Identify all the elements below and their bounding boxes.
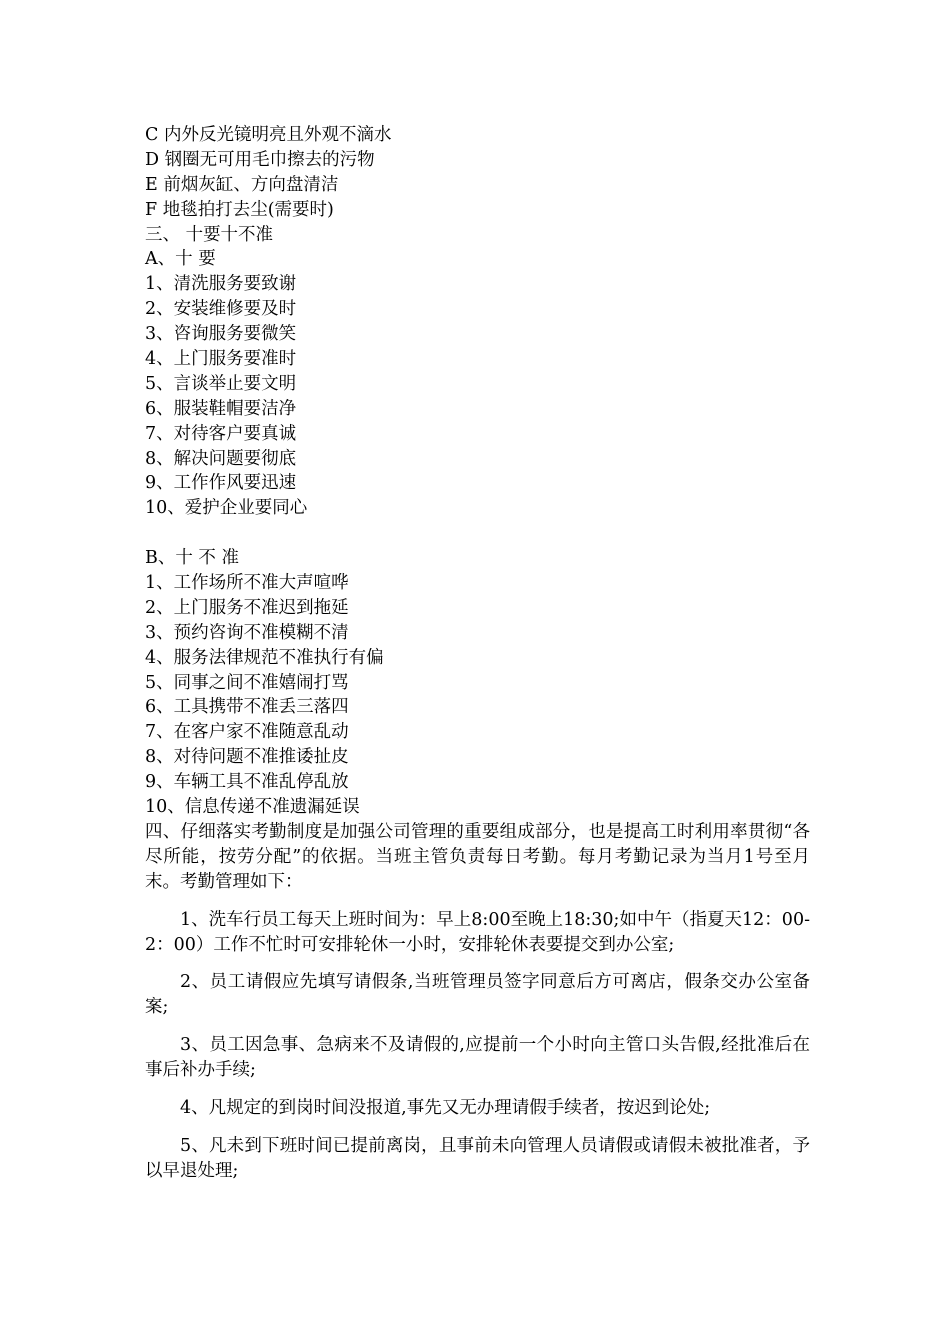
attendance-rule: 1、洗车行员工每天上班时间为：早上8:00至晚上18:30;如中午（指夏天12：00-2：00）工作不忙时可安排轮休一小时，安排轮休表要提交到办公室; (145, 909, 810, 955)
cleaning-item: D 钢圈无可用毛巾擦去的污物 (145, 149, 375, 170)
part-a-item: 10、爱护企业要同心 (145, 498, 308, 519)
part-b-item: 2、上门服务不准迟到拖延 (145, 597, 349, 618)
part-a-item: 8、解决问题要彻底 (145, 448, 297, 469)
part-b-item: 10、信息传递不准遗漏延误 (145, 797, 360, 818)
part-b-item: 4、服务法律规范不准执行有偏 (145, 647, 384, 668)
part-b-item: 9、车辆工具不准乱停乱放 (145, 772, 349, 793)
document-page (145, 123, 810, 1184)
part-a-item: 7、对待客户要真诚 (145, 423, 297, 444)
part-a-item: 1、清洗服务要致谢 (145, 274, 297, 295)
part-a-item: 2、安装维修要及时 (145, 299, 297, 320)
part-b-item: 5、同事之间不准嬉闹打骂 (145, 672, 349, 693)
cleaning-item: F 地毯拍打去尘(需要时) (145, 199, 334, 220)
part-b-item: 7、在客户家不准随意乱动 (145, 722, 349, 743)
attendance-rule: 5、凡未到下班时间已提前离岗，且事前未向管理人员请假或请假未被批准者，予以早退处理; (145, 1136, 810, 1181)
cleaning-item: C 内外反光镜明亮且外观不滴水 (145, 125, 392, 145)
attendance-rule: 2、员工请假应先填写请假条,当班管理员签字同意后方可离店，假条交办公室备案; (145, 972, 810, 1018)
part-a-item: 5、言谈举止要文明 (145, 373, 297, 394)
part-b-heading: B、十 不 准 (145, 548, 239, 569)
attendance-rule: 3、员工因急事、急病来不及请假的,应提前一个小时向主管口头告假,经批准后在事后补办手续; (145, 1035, 810, 1081)
cleaning-item: E 前烟灰缸、方向盘清洁 (145, 174, 339, 195)
part-b-item: 3、预约咨询不准模糊不清 (145, 622, 349, 643)
part-a-item: 9、工作作风要迅速 (145, 473, 297, 494)
part-a-item: 6、服装鞋帽要洁净 (145, 398, 297, 419)
blank-line (145, 521, 810, 546)
part-a-heading: A、十 要 (145, 249, 216, 270)
part-b-item: 1、工作场所不准大声喧哗 (145, 573, 349, 594)
part-a-item: 3、咨询服务要微笑 (145, 324, 297, 345)
section3-heading: 三、 十要十不准 (145, 224, 274, 245)
part-b-item: 6、工具携带不准丢三落四 (145, 697, 349, 718)
attendance-rule: 4、凡规定的到岗时间没报道,事先又无办理请假手续者，按迟到论处; (180, 1098, 711, 1119)
part-a-item: 4、上门服务要准时 (145, 349, 297, 370)
part-b-item: 8、对待问题不准推诿扯皮 (145, 747, 349, 768)
section4-intro: 四、仔细落实考勤制度是加强公司管理的重要组成部分，也是提高工时利用率贯彻“各尽所能，按劳分配”的依据。当班主管负责每日考勤。每月考勤记录为当月1号至月末。考勤管理如下： (145, 821, 810, 892)
